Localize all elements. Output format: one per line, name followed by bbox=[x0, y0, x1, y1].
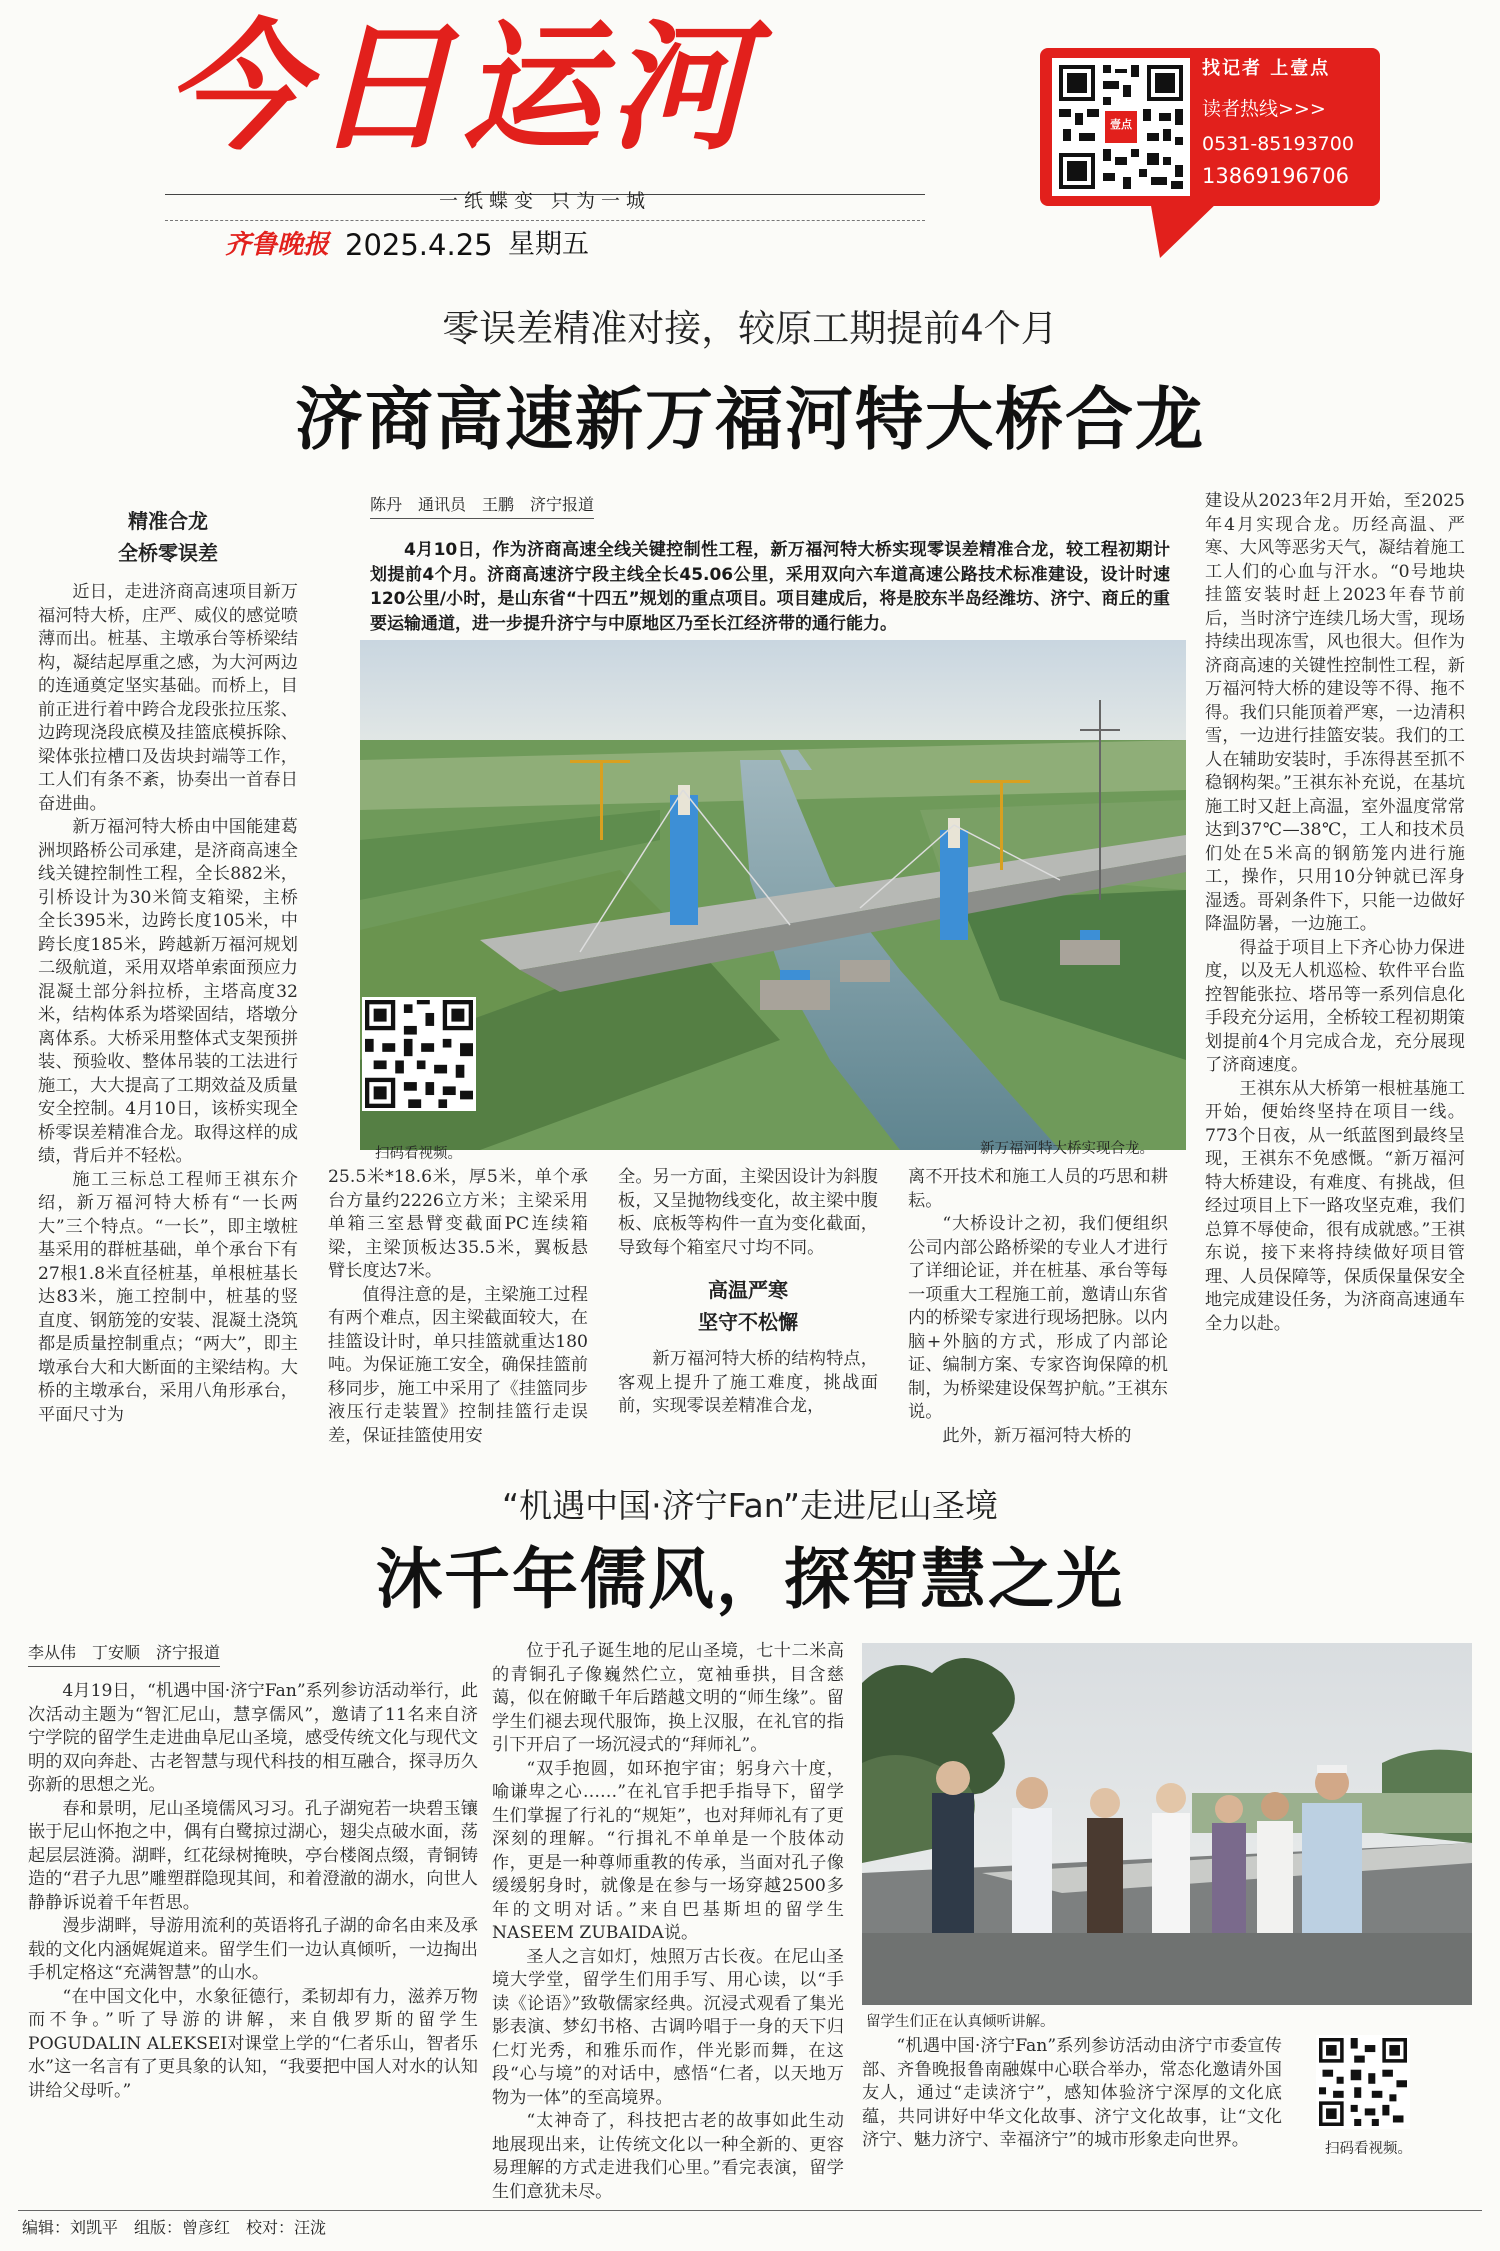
qr-center-label: 壹点 bbox=[1110, 118, 1132, 131]
story2-column-2 bbox=[492, 1640, 844, 2208]
hotline-badge-tail bbox=[1150, 200, 1220, 258]
story1-subhead-2 bbox=[618, 1274, 878, 1338]
story2-headline: 沐千年儒风，探智慧之光 bbox=[376, 1540, 1124, 1618]
paragraph: 位于孔子诞生地的尼山圣境，七十二米高的青铜孔子像巍然伫立，宽袖垂拱，目含慈蔼，似在俯瞰千年后踏越文明的“师生缘”。留学生们褪去现代服饰，换上汉服，在礼官的指引下开启了一场沉浸式的“拜师礼”。 bbox=[492, 1641, 844, 1755]
paragraph: “双手抱圆，如环抱宇宙；躬身六十度，喻谦卑之心……”在礼官手把手指导下，留学生们掌握了行礼的“规矩”，也对拜师礼有了更深刻的理解。“行揖礼不单单是一个肢体动作，更是一种尊师重教的传承，当面对孔子像缓缓躬身时，就像是在参与一场穿越2500多年的文明对话。”来自巴基斯坦的留学生NASEEM ZUBAIDA说。 bbox=[492, 1758, 844, 1943]
paragraph: 新万福河特大桥的结构特点，客观上提升了施工难度，挑战面前，实现零误差精准合龙， bbox=[618, 1349, 878, 1416]
paragraph: “大桥设计之初，我们便组织公司内部公路桥梁的专业人才进行了详细论证，并在桩基、承台等每一项重大工程施工前，邀请山东省内的桥梁专家进行现场把脉。以内脑+外脑的方式，形成了内部论证、编制方案、专家咨询保障的机制，为桥梁建设保驾护航。”王祺东说。 bbox=[908, 1214, 1168, 1422]
story1-qr-code[interactable] bbox=[362, 997, 476, 1111]
paragraph: 得益于项目上下齐心协力保进度，以及无人机巡检、软件平台监控智能张拉、塔吊等一系列信息化手段充分运用，全桥较工程初期策划提前4个月完成合龙，充分展现了济商速度。 bbox=[1205, 937, 1465, 1075]
paragraph: 圣人之言如灯，烛照万古长夜。在尼山圣境大学堂，留学生们用手写、用心读，以“手读《论语》”致敬儒家经典。沉浸式观看了集光影表演、梦幻书格、古调吟唱于一身的天下归仁灯光秀，和雅乐而作，伴光影而舞，在这段“心与境”的对话中，感悟“仁者，以天地万物为一体”的至高境界。 bbox=[492, 1946, 844, 2108]
story1-photo-caption: 新万福河特大桥实现合龙。 bbox=[980, 1141, 1154, 1157]
paragraph: 离不开技术和施工人员的巧思和耕耘。 bbox=[908, 1167, 1168, 1211]
story2-qr-caption: 扫码看视频。 bbox=[1325, 2141, 1412, 2157]
subhead-line: 坚守不松懈 bbox=[698, 1310, 798, 1334]
paragraph: 建设从2023年2月开始，至2025年4月实现合龙。历经高温、严寒、大风等恶劣天气，凝结着施工工人们的心血与汗水。“0号地块挂篮安装时赶上2023年春节前后，当时济宁连续几场大雪，现场持续出现冻雪，风也很大。但作为济商高速的关键性控制性工程，新万福河特大桥的建设等不得、拖不得。我们只能顶着严寒，一边清积雪，一边进行挂篮安装。我们的工人在辅助安装时，手冻得甚至抓不稳钢构架。”王祺东补充说，在基坑施工时又赶上高温，室外温度常常达到37℃—38℃，工人和技术员们处在5米高的钢筋笼内进行施工，操作，只用10分钟就已浑身湿透。哥剁条件下，只能一边做好降温防暑，一边施工。 bbox=[1205, 491, 1465, 934]
subhead-line: 高温严寒 bbox=[708, 1278, 788, 1302]
story1-column-2 bbox=[328, 1166, 588, 1526]
masthead-rule-bottom bbox=[165, 220, 925, 221]
paragraph: 漫步湖畔，导游用流利的英语将孔子湖的命名由来及承载的文化内涵娓娓道来。留学生们一边认真倾听，一边掏出手机定格这“充满智慧”的山水。 bbox=[28, 1916, 478, 1983]
story2-kicker: “机遇中国·济宁Fan”走进尼山圣境 bbox=[502, 1486, 998, 1525]
story1-subhead-1 bbox=[38, 505, 298, 569]
hotline-phone-2: 13869196706 bbox=[1202, 164, 1349, 188]
masthead-title: 今日运河 bbox=[165, 7, 758, 170]
story2-byline-wrap bbox=[28, 1640, 220, 1667]
story1-kicker: 零误差精准对接，较原工期提前4个月 bbox=[442, 307, 1058, 350]
story1-column-5 bbox=[1205, 490, 1465, 1510]
story1-column-1 bbox=[38, 505, 298, 1515]
paragraph: 王祺东从大桥第一根桩基施工开始，便始终坚持在项目一线。773个日夜，从一纸蓝图到最终呈现，王祺东不免感慨。“新万福河特大桥建设，有难度、有挑战，但经过项目上下一路攻坚克难，我们总算不辱使命，很有成就感。”王祺东说，接下来将持续做好项目管理、人员保障等，保质保量保安全地完成建设任务，为济商高速通车全力以赴。 bbox=[1205, 1078, 1465, 1334]
story1-byline: 陈丹 通讯员 王鹏 济宁报道 bbox=[370, 492, 594, 519]
hotline-title: 找记者 上壹点 bbox=[1202, 58, 1331, 79]
story1-column-4 bbox=[908, 1166, 1168, 1526]
story1-qr-caption: 扫码看视频。 bbox=[375, 1146, 462, 1162]
story2-qr-code[interactable] bbox=[1316, 2035, 1410, 2129]
students-photo bbox=[862, 1643, 1472, 2005]
story2-column-3 bbox=[862, 2035, 1282, 2205]
paragraph: 此外，新万福河特大桥的 bbox=[942, 1425, 1132, 1446]
bridge-photo bbox=[360, 640, 1186, 1150]
paragraph: 4月19日，“机遇中国·济宁Fan”系列参访活动举行，此次活动主题为“智汇尼山，慧享儒风”，邀请了11名来自济宁学院的留学生走进曲阜尼山圣境，感受传统文化与现代文明的双向奔赴、古老智慧与现代科技的相互融合，探寻历久弥新的思想之光。 bbox=[28, 1681, 478, 1795]
newspaper-logo: 齐鲁晚报 bbox=[225, 230, 330, 260]
story2-photo-caption: 留学生们正在认真倾听讲解。 bbox=[866, 2014, 1055, 2030]
story2-byline: 李从伟 丁安顺 济宁报道 bbox=[28, 1640, 220, 1667]
story1-column-3 bbox=[618, 1166, 878, 1526]
paragraph: 值得注意的是，主梁施工过程有两个难点，因主梁截面较大，在挂篮设计时，单只挂篮就重达180吨。为保证施工安全，确保挂篮前移同步，施工中采用了《挂篮同步液压行走装置》控制挂篮行走误差，保证挂篮使用安 bbox=[328, 1284, 588, 1446]
subhead-line: 全桥零误差 bbox=[118, 541, 218, 565]
issue-date: 2025.4.25 bbox=[345, 228, 493, 262]
footer-rule bbox=[18, 2210, 1482, 2211]
story2-column-1 bbox=[28, 1680, 478, 2208]
paragraph: 新万福河特大桥由中国能建葛洲坝路桥公司承建，是济商高速全线关键控制性工程，全长882米，引桥设计为30米简支箱梁，主桥全长395米，边跨长度105米，中跨长度185米，跨越新万福河规划二级航道，采用双塔单索面预应力混凝土部分斜拉桥，主塔高度32米，结构体系为塔梁固结，塔墩分离体系。大桥采用整体式支架预拼装、预验收、整体吊装的工法进行施工，大大提高了工期效益及质量安全控制。4月10日，该桥实现全桥零误差精准合龙。取得这样的成绩，背后并不轻松。 bbox=[38, 817, 298, 1166]
paragraph: 25.5米*18.6米，厚5米，单个承台方量约2226立方米；主梁采用单箱三室悬臂变截面PC连续箱梁，主梁顶板达35.5米，翼板悬臂长度达7米。 bbox=[328, 1167, 588, 1281]
story1-byline-wrap bbox=[370, 492, 594, 519]
issue-weekday: 星期五 bbox=[508, 229, 589, 260]
hotline-label: 读者热线>>> bbox=[1202, 98, 1326, 120]
story1-headline: 济商高速新万福河特大桥合龙 bbox=[294, 380, 1205, 460]
hotline-qr-code[interactable] bbox=[1052, 58, 1190, 196]
lead-paragraph: 4月10日，作为济商高速全线关键控制性工程，新万福河特大桥实现零误差精准合龙，较工程初期计划提前4个月。济商高速济宁段主线全长45.06公里，采用双向六车道高速公路技术标准建设，设计时速120公里/小时，是山东省“十四五”规划的重点项目。项目建成后，将是胶东半岛经潍坊、济宁、商丘的重要运输通道，进一步提升济宁与中原地区乃至长江经济带的通行能力。 bbox=[370, 540, 1170, 634]
footer-editor: 编辑：刘凯平 组版：曾彦红 校对：汪泷 bbox=[22, 2218, 327, 2237]
paragraph: “机遇中国·济宁Fan”系列参访活动由济宁市委宣传部、齐鲁晚报鲁南融媒中心联合举办，常态化邀请外国友人，通过“走读济宁”，感知体验济宁深厚的文化底蕴，共同讲好中华文化故事、济宁文化故事，让“文化济宁、魅力济宁、幸福济宁”的城市形象走向世界。 bbox=[862, 2036, 1282, 2150]
paragraph: 施工三标总工程师王祺东介绍，新万福河特大桥有“一长两大”三个特点。“一长”，即主墩桩基采用的群桩基础，单个承台下有27根1.8米直径桩基，单根桩基长达83米，施工控制中，桩基的竖直度、钢筋笼的安装、混凝土浇筑都是质量控制重点；“两大”，即主墩承台大和大断面的主梁结构。大桥的主墩承台，采用八角形承台，平面尺寸为 bbox=[38, 1169, 298, 1425]
masthead bbox=[0, 0, 1500, 265]
subhead-line: 精准合龙 bbox=[128, 509, 208, 533]
paragraph: “太神奇了，科技把古老的故事如此生动地展现出来，让传统文化以一种全新的、更容易理解的方式走进我们心里。”看完表演，留学生们意犹未尽。 bbox=[492, 2111, 844, 2202]
paragraph: 全。另一方面，主梁因设计为斜腹板，又呈抛物线变化，故主梁中腹板、底板等构件一直为变化截面，导致每个箱室尺寸均不同。 bbox=[618, 1167, 878, 1258]
paragraph: “在中国文化中，水象征德行，柔韧却有力，滋养万物而不争。”听了导游的讲解，来自俄罗斯的留学生POGUDALIN ALEKSEI对课堂上学的“仁者乐山，智者乐水”这一名言有了更具象的认知，“我要把中国人对水的认知讲给父母听。” bbox=[28, 1986, 478, 2101]
story1-lead bbox=[370, 538, 1170, 636]
paragraph: 春和景明，尼山圣境儒风习习。孔子湖宛若一块碧玉镶嵌于尼山怀抱之中，偶有白鹭掠过湖心，翅尖点破水面，荡起层层涟漪。湖畔，红花绿树掩映，亭台楼阁点缀，青铜铸造的“君子九思”雕塑群隐现其间，和着澄澈的湖水，向世人静静诉说着千年哲思。 bbox=[28, 1798, 478, 1913]
masthead-slogan: 一纸蝶变 只为一城 bbox=[438, 190, 652, 212]
paragraph: 近日，走进济商高速项目新万福河特大桥，庄严、威仪的感觉喷薄而出。桩基、主墩承台等桥梁结构，凝结起厚重之感，为大河两边的连通奠定坚实基础。而桥上，目前正进行着中跨合龙段张拉压浆、边跨现浇段底模及挂篮底模拆除、梁体张拉槽口及齿块封端等工作，工人们有条不紊，协奏出一首春日奋进曲。 bbox=[38, 582, 298, 814]
hotline-phone-1: 0531-85193700 bbox=[1202, 133, 1354, 155]
